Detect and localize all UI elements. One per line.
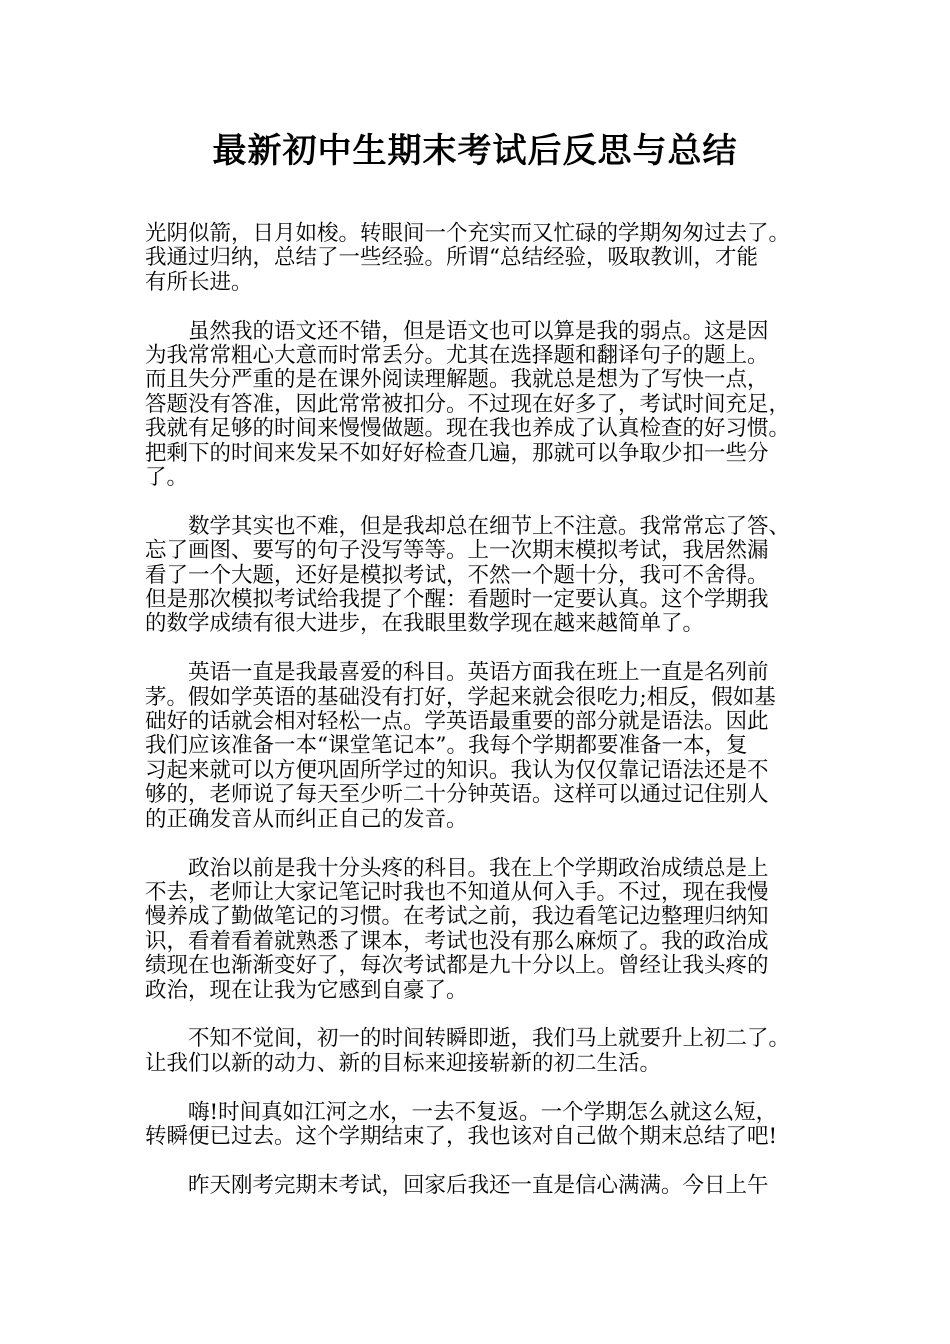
paragraph-exam: 昨天刚考完期末考试，回家后我还一直是信心满满。今日上午 — [188, 1172, 769, 1198]
paragraph-grade-two: 不知不觉间，初一的时间转瞬即逝，我们马上就要升上初二了。 让我们以新的动力、新的目标来迎接崭新的初二生活。 — [145, 1026, 791, 1076]
paragraph-politics: 政治以前是我十分头疼的科目。我在上个学期政治成绩总是上 不去，老师让大家记笔记时我也不知道从何入手。不过，现在我慢 慢养成了勤做笔记的习惯。在考试之前，我边看笔记边整理归纳知 识，看着看着就熟悉了课本，考试也没有那么麻烦了。我的政治成 绩现在也渐渐变好了，每次考试都是九十分以上。曾经让我头疼的 政治，现在让我为它感到自豪了。 — [145, 855, 769, 1003]
paragraph-english: 英语一直是我最喜爱的科目。英语方面我在班上一直是名列前 茅。假如学英语的基础没有打好，学起来就会很吃力;相反，假如基 础好的话就会相对轻松一点。学英语最重要的部分就是语法。因此 我们应该准备一本“课堂笔记本”。我每个学期都要准备一本，复 习起来就可以方便巩固所学过的知识。我认为仅仅靠记语法还是不 够的，老师说了每天至少听二十分钟英语。这样可以通过记住别人 的正确发音从而纠正自己的发音。 — [145, 660, 776, 832]
document-title: 最新初中生期末考试后反思与总结 — [212, 131, 738, 171]
paragraph-chinese: 虽然我的语文还不错，但是语文也可以算是我的弱点。这是因 为我常常粗心大意而时常丢分。尤其在选择题和翻译句子的题上。 而且失分严重的是在课外阅读理解题。我就总是想为了写快一点， 答题没有答准，因此常常被扣分。不过现在好多了，考试时间充足， 我就有足够的时间来慢慢做题。现在我也养成了认真检查的好习惯。 把剩下的时间来发呆不如好好检查几遍，那就可以争取少扣一些分 了。 — [145, 318, 791, 491]
paragraph-time: 嗨!时间真如江河之水，一去不复返。一个学期怎么就这么短， 转瞬便已过去。这个学期结束了，我也该对自己做个期末总结了吧! — [145, 1099, 778, 1149]
paragraph-math: 数学其实也不难，但是我却总在细节上不注意。我常常忘了答、 忘了画图、要写的句子没写等等。上一次期末模拟考试，我居然漏 看了一个大题，还好是模拟考试，不然一个题十分，我可不舍得。 但是那次模拟考试给我提了个醒：看题时一定要认真。这个学期我 的数学成绩有很大进步，在我眼里数学现在越来越简单了。 — [145, 513, 791, 637]
document-body — [145, 222, 809, 1223]
paragraph-intro: 光阴似箭，日月如梭。转眼间一个充实而又忙碌的学期匆匆过去了。 我通过归纳，总结了一些经验。所谓“总结经验，吸取教训，才能 有所长进。 — [145, 221, 791, 295]
